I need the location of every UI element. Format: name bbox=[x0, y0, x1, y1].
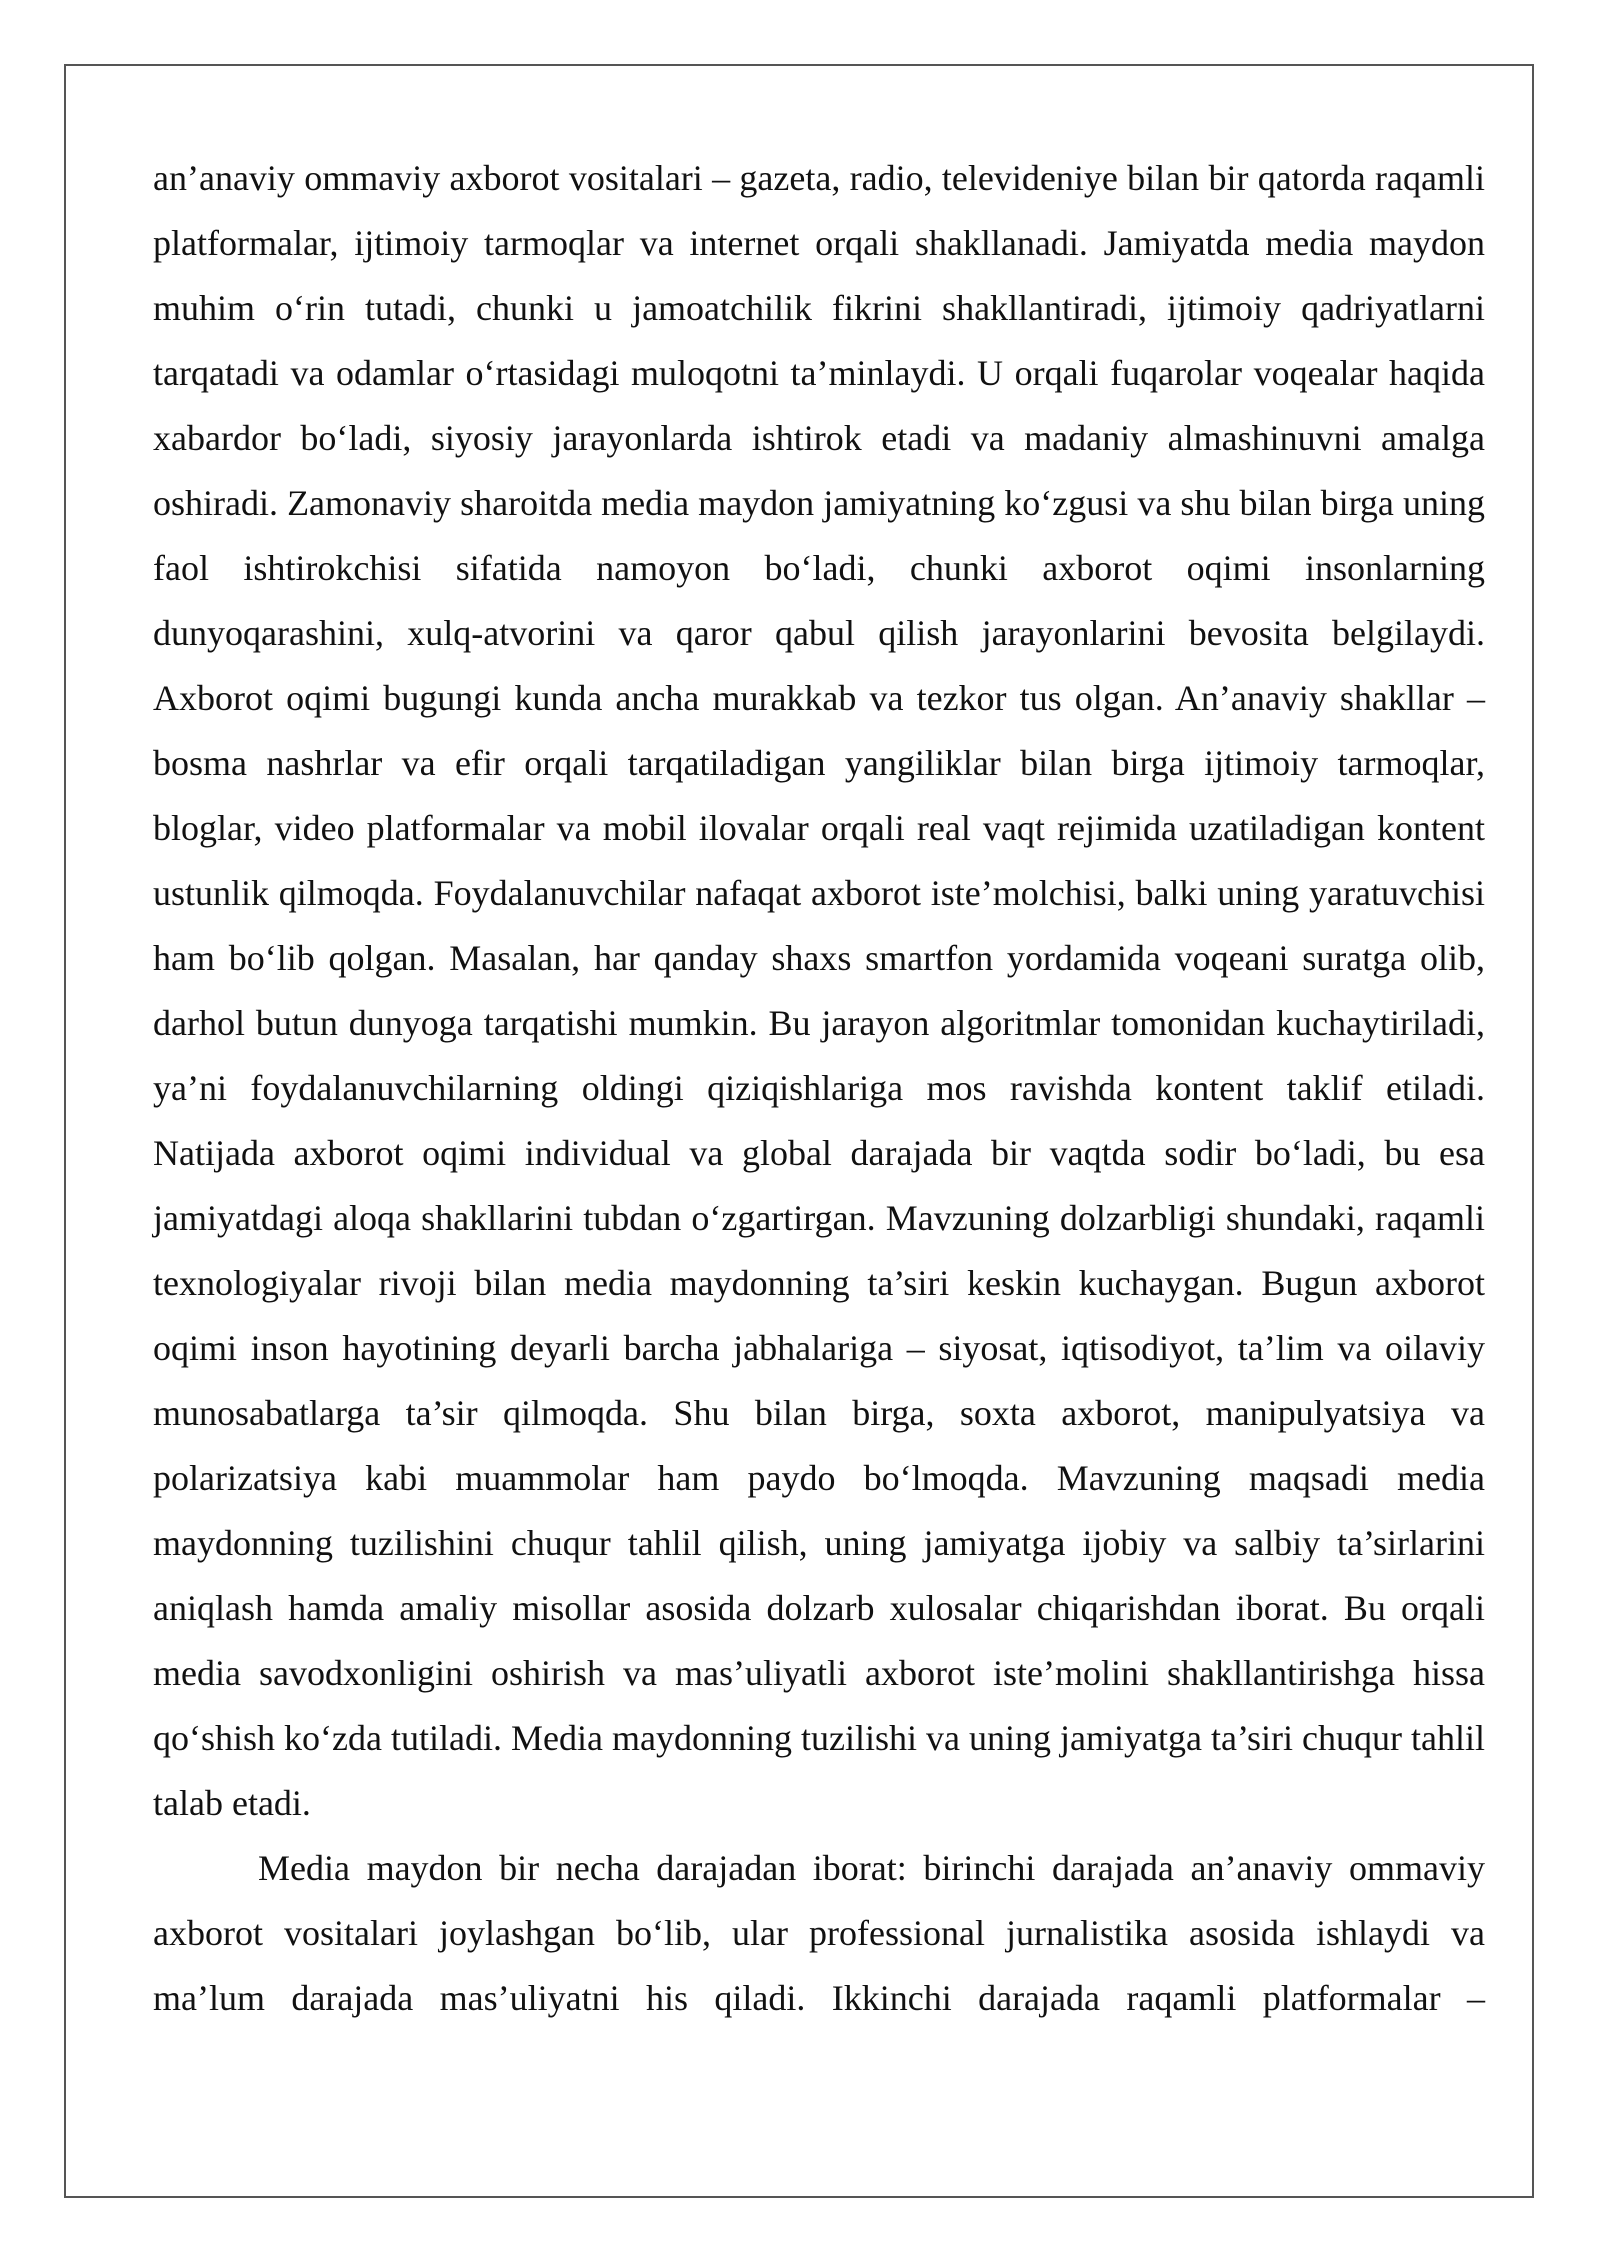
document-body bbox=[153, 146, 1485, 2031]
paragraph-2: Media maydon bir necha darajadan iborat: birinchi darajada an’anaviy ommaviy axborot vositalari joylashgan bo‘lib, ular professional jurnalistika asosida ishlaydi va ma’lum darajada mas’uliyatni his qiladi. Ikkinchi darajada raqamli platformalar – bbox=[153, 1848, 1485, 2018]
paragraph-1: an’anaviy ommaviy axborot vositalari – gazeta, radio, televideniye bilan bir qatorda raqamli platformalar, ijtimoiy tarmoqlar va internet orqali shakllanadi. Jamiyatda media maydon muhim o‘rin tutadi, chunki u jamoatchilik fikrini shakllantiradi, ijtimoiy qadriyatlarni tarqatadi va odamlar o‘rtasidagi muloqotni ta’minlaydi. U orqali fuqarolar voqealar haqida xabardor bo‘ladi, siyosiy jarayonlarda ishtirok etadi va madaniy almashinuvni amalga oshiradi. Zamonaviy sharoitda media maydon jamiyatning ko‘zgusi va shu bilan birga uning faol ishtirokchisi sifatida namoyon bo‘ladi, chunki axborot oqimi insonlarning dunyoqarashini, xulq-atvorini va qaror qabul qilish jarayonlarini bevosita belgilaydi. Axborot oqimi bugungi kunda ancha murakkab va tezkor tus olgan. An’anaviy shakllar – bosma nashrlar va efir orqali tarqatiladigan yangiliklar bilan birga ijtimoiy tarmoqlar, bloglar, video platformalar va mobil ilovalar orqali real vaqt rejimida uzatiladigan kontent ustunlik qilmoqda. Foydalanuvchilar nafaqat axborot iste’molchisi, balki uning yaratuvchisi ham bo‘lib qolgan. Masalan, har qanday shaxs smartfon yordamida voqeani suratga olib, darhol butun dunyoga tarqatishi mumkin. Bu jarayon algoritmlar tomonidan kuchaytiriladi, ya’ni foydalanuvchilarning oldingi qiziqishlariga mos ravishda kontent taklif etiladi. Natijada axborot oqimi individual va global darajada bir vaqtda sodir bo‘ladi, bu esa jamiyatdagi aloqa shakllarini tubdan o‘zgartirgan. Mavzuning dolzarbligi shundaki, raqamli texnologiyalar rivoji bilan media maydonning ta’siri keskin kuchaygan. Bugun axborot oqimi inson hayotining deyarli barcha jabhalariga – siyosat, iqtisodiyot, ta’lim va oilaviy munosabatlarga ta’sir qilmoqda. Shu bilan birga, soxta axborot, manipulyatsiya va polarizatsiya kabi muammolar ham paydo bo‘lmoqda. Mavzuning maqsadi media maydonning tuzilishini chuqur tahlil qilish, uning jamiyatga ijobiy va salbiy ta’sirlarini aniqlash hamda amaliy misollar asosida dolzarb xulosalar chiqarishdan iborat. Bu orqali media savodxonligini oshirish va mas’uliyatli axborot iste’molini shakllantirishga hissa qo‘shish ko‘zda tutiladi. Media maydonning tuzilishi va uning jamiyatga ta’siri chuqur tahlil talab etadi. bbox=[153, 158, 1485, 1823]
